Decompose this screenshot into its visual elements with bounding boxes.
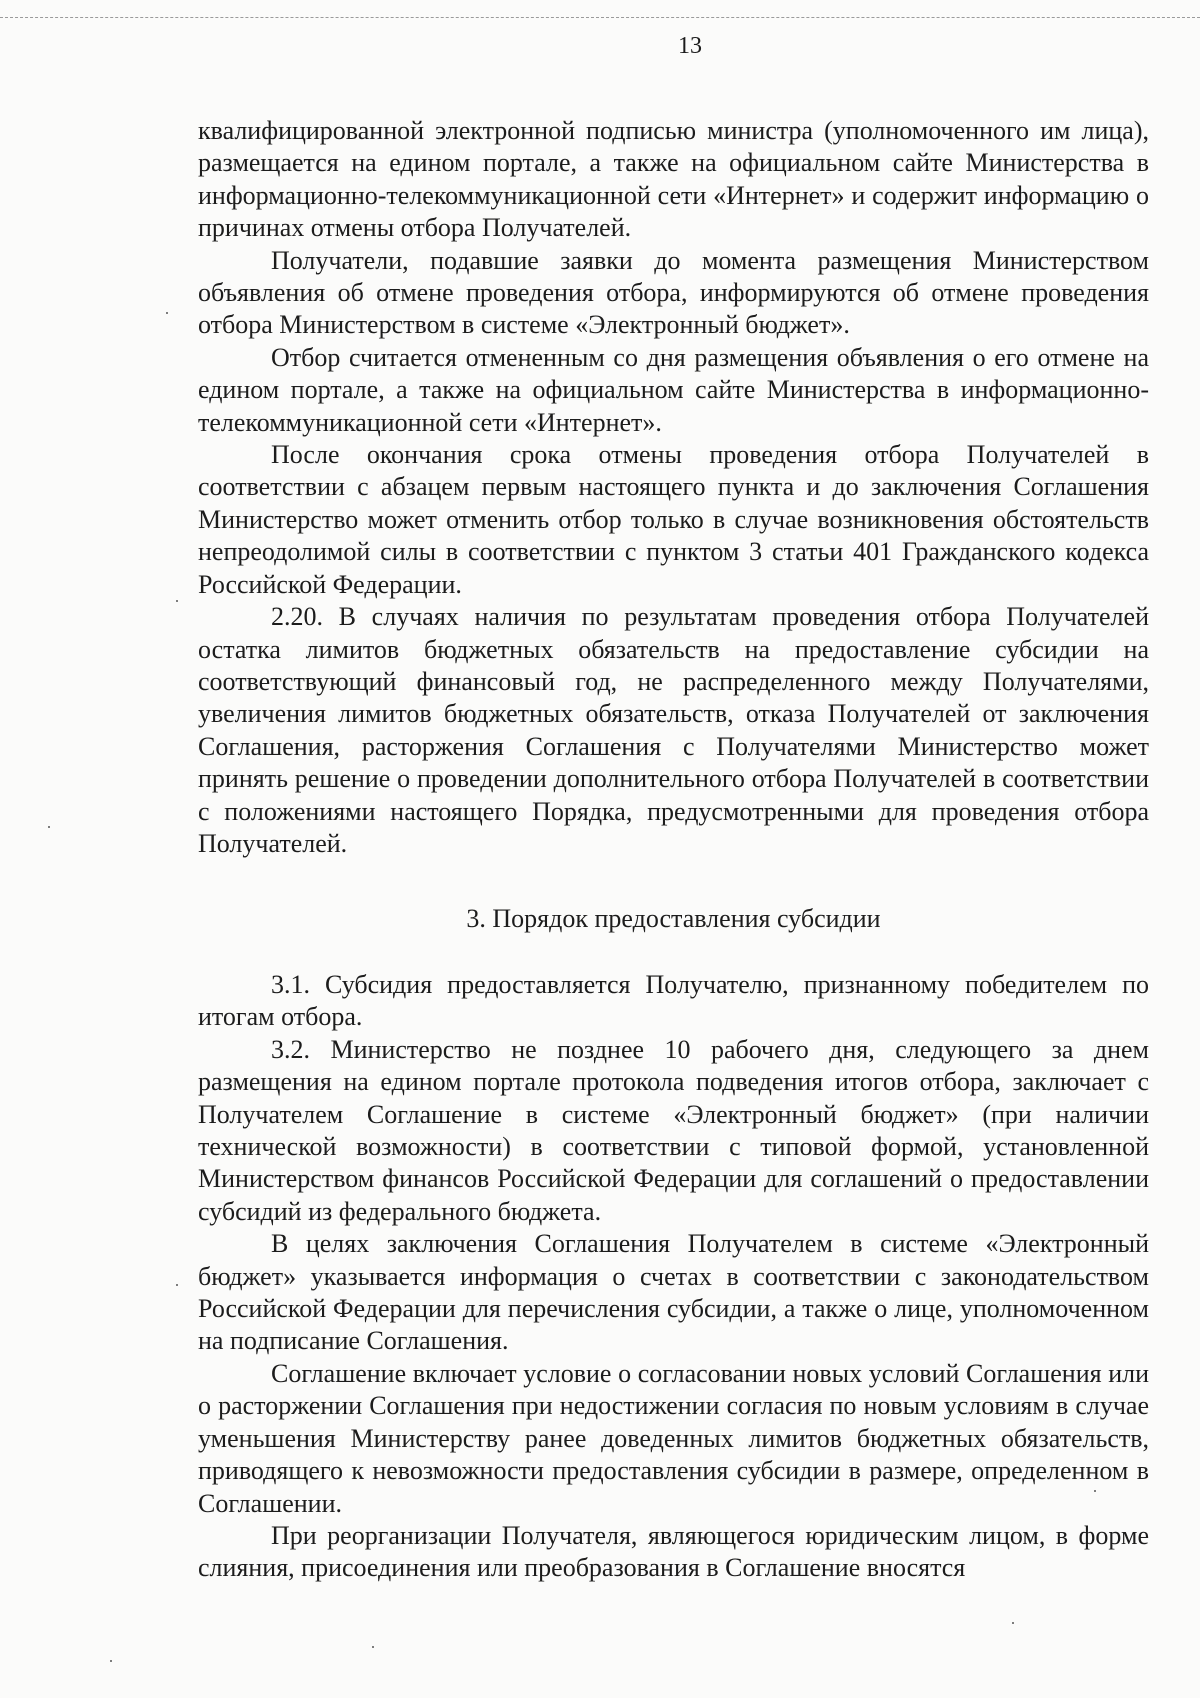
scan-speck — [176, 600, 178, 602]
paragraph: квалифицированной электронной подписью министра (уполномоченного им лица), размещается на едином портале, а также на официальном сайте Министерства в информационно-телекоммуникационной сети «Интернет» и содержит информацию о причинах отмены отбора Получателей. — [198, 116, 1149, 243]
section-heading: 3. Порядок предоставления субсидии — [466, 904, 881, 933]
paragraph: При реорганизации Получателя, являющегося юридическим лицом, в форме слияния, присоединения или преобразования в Соглашение вносятся — [198, 1520, 1149, 1583]
paragraph: После окончания срока отмены проведения отбора Получателей в соответствии с абзацем первым настоящего пункта и до заключения Соглашения Министерство может отменить отбор только в случае возникновения обстоятельств непреодолимой силы в соответствии с пунктом 3 статьи 401 Гражданского кодекса Российской Федерации. — [198, 440, 1149, 599]
scan-speck — [110, 1660, 112, 1662]
paragraph: Отбор считается отмененным со дня размещения объявления о его отмене на едином портале, а также на официальном сайте Министерства в информационно-телекоммуникационной сети «Интернет». — [198, 342, 1149, 437]
body-text-section3 — [198, 969, 1149, 1585]
scan-speck — [48, 826, 50, 828]
paragraph: Соглашение включает условие о согласовании новых условий Соглашения или о расторжении Соглашения при недостижении согласия по новым условиям в случае уменьшения Министерству ранее доведенных лимитов бюджетных обязательств, приводящего к невозможности предоставления субсидии в размере, определенном в Соглашении. — [198, 1358, 1149, 1518]
body-text-top — [198, 115, 1149, 860]
scan-speck — [176, 1284, 178, 1286]
paragraph: 3.1. Субсидия предоставляется Получателю, признанному победителем по итогам отбора. — [198, 970, 1149, 1032]
paragraph: 3.2. Министерство не позднее 10 рабочего дня, следующего за днем размещения на едином портале протокола подведения итогов отбора, заключает с Получателем Соглашение в системе «Электронный бюджет» (при наличии технической возможности) в соответствии с типовой формой, установленной Министерством финансов Российской Федерации для соглашений о предоставлении субсидий из федерального бюджета. — [198, 1034, 1149, 1226]
paragraph: В целях заключения Соглашения Получателем в системе «Электронный бюджет» указывается информация о счетах в соответствии с законодательством Российской Федерации для перечисления субсидии, а также о лице, уполномоченном на подписание Соглашения. — [198, 1229, 1149, 1356]
paragraph: Получатели, подавшие заявки до момента размещения Министерством объявления об отмене проведения отбора, информируются об отмене проведения отбора Министерством в системе «Электронный бюджет». — [198, 245, 1149, 340]
paragraph: 2.20. В случаях наличия по результатам проведения отбора Получателей остатка лимитов бюджетных обязательств на предоставление субсидии на соответствующий финансовый год, не распределенного между Получателями, увеличения лимитов бюджетных обязательств, отказа Получателей от заключения Соглашения, расторжения Соглашения с Получателями Министерство может принять решение о проведении дополнительного отбора Получателей в соответствии с положениями настоящего Порядка, предусмотренными для проведения отбора Получателей. — [198, 602, 1149, 858]
scan-speck — [166, 312, 168, 314]
scan-edge-line — [0, 17, 1200, 18]
page-number: 13 — [678, 33, 702, 59]
scan-speck — [372, 1646, 374, 1648]
scan-speck — [1094, 1490, 1096, 1492]
scan-speck — [1012, 1622, 1014, 1624]
